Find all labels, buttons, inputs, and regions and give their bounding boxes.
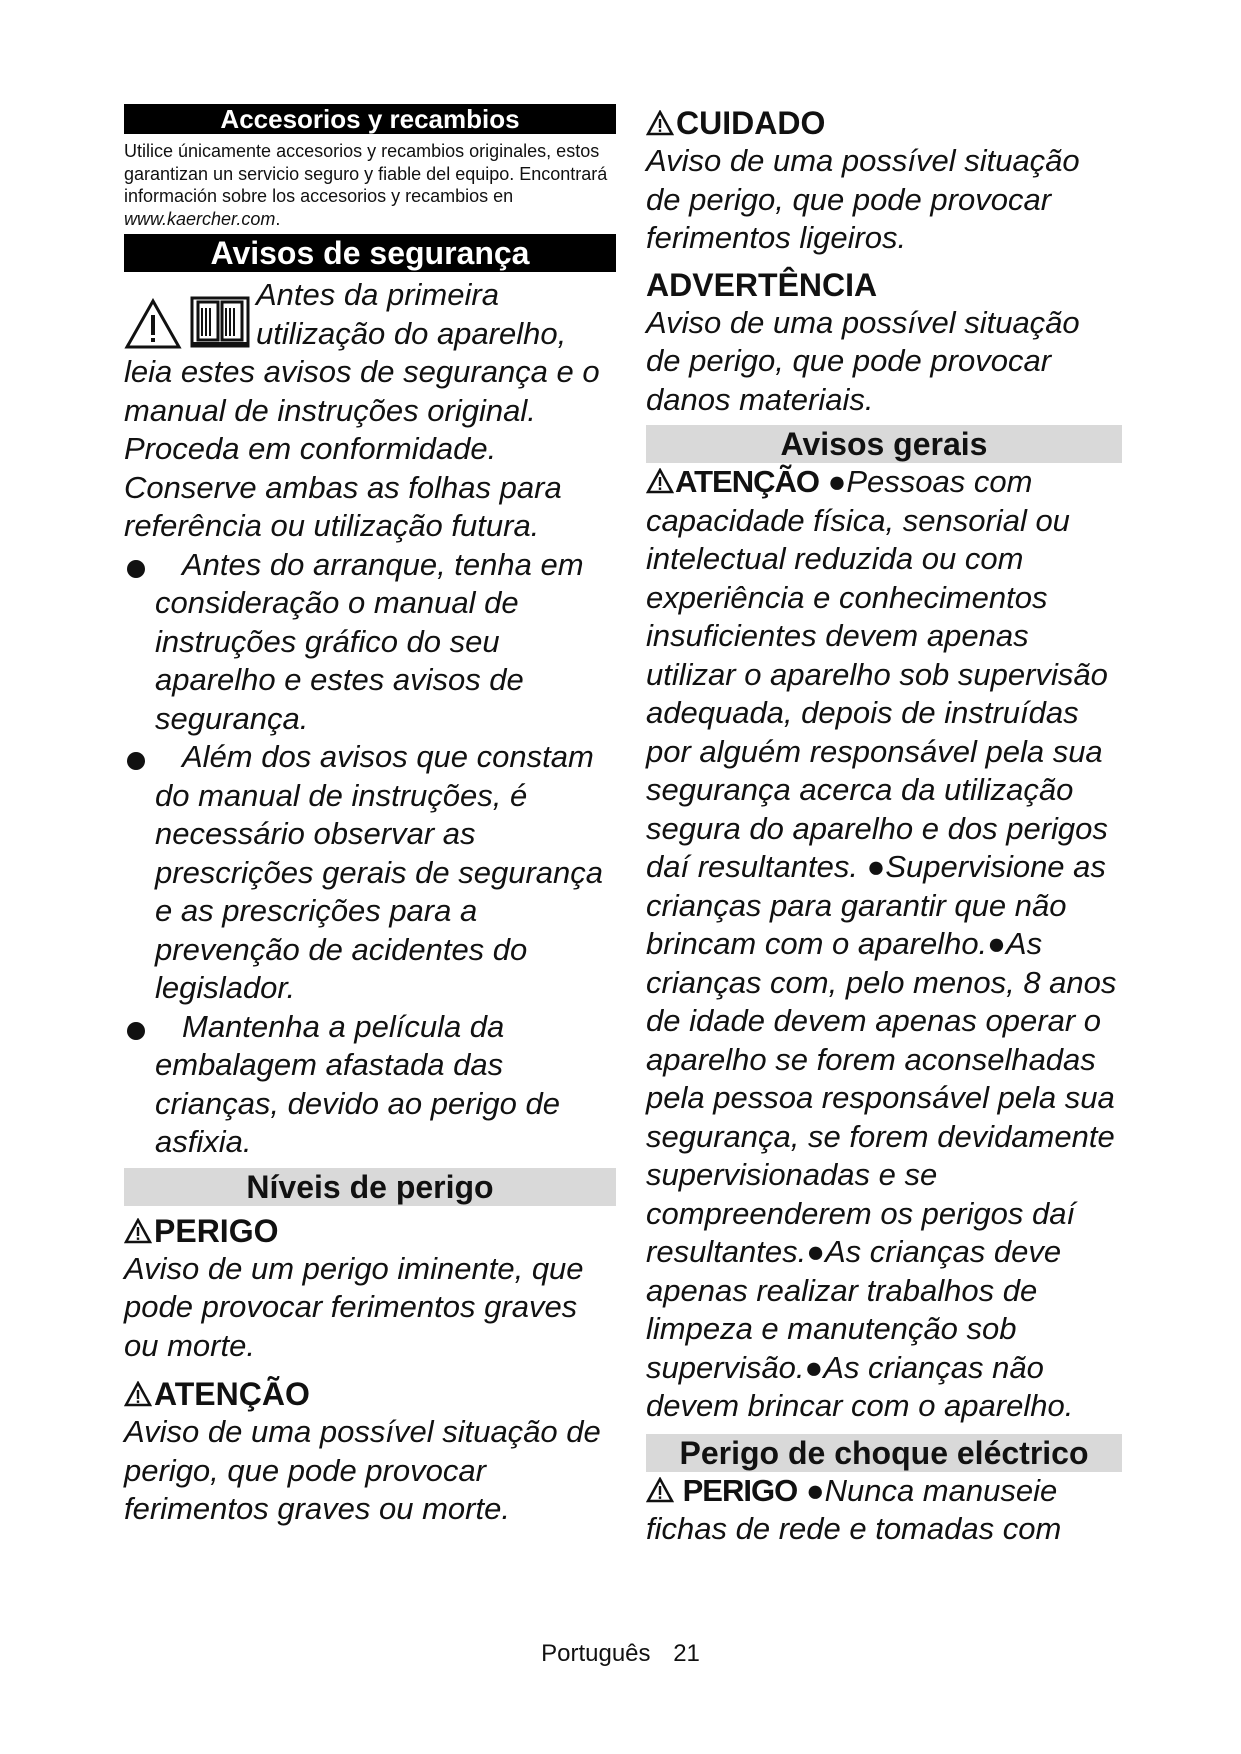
bullet-icon: ● (987, 926, 1006, 961)
bullet-icon: ● (827, 464, 847, 499)
bullet-icon (127, 752, 145, 770)
cuidado-label: CUIDADO (646, 104, 1122, 142)
warning-triangle-icon (646, 110, 674, 136)
safety-keep-text: Conserve ambas as folhas para referência ou utilização futura. (124, 469, 562, 543)
safety-intro-text: Antes da primeira utilização do aparelho, leia estes avisos de segurança e o manual de instruções original. Proceda em conformidade. (124, 277, 600, 466)
atencao-label: ATENÇÃO (124, 1375, 616, 1413)
accessories-heading: Accesorios y recambios (124, 104, 616, 134)
general-warnings-text: ATENÇÃO ●Pessoas com capacidade física, sensorial ou intelectual reduzida ou com experiência e conhecimentos insuficientes devem apenas utilizar o aparelho sob supervisão adequada, depois de instruídas por alguém responsável pela sua segurança acerca da utilização segura do aparelho e dos perigos daí resultantes. ●Supervisione as crianças para garantir que não brincam com o aparelho.●As crianças com, pelo menos, 8 anos de idade devem apenas operar o aparelho se forem aconselhadas pela pessoa responsável pela sua segurança, se forem devidamente supervisionadas e se compreenderem os perigos daí resultantes.●As crianças deve apenas realizar trabalhos de limpeza e manutenção sob supervisão.●As crianças não devem brincar com o aparelho. (646, 464, 1117, 1423)
manual-book-icon (190, 294, 250, 350)
warning-triangle-icon (124, 298, 182, 350)
bullet-icon (127, 560, 145, 578)
warning-triangle-icon (646, 468, 674, 494)
left-column (124, 104, 616, 1529)
electric-shock-text: PERIGO ●Nunca manuseie fichas de rede e tomadas com (646, 1472, 1062, 1546)
electric-shock-heading: Perigo de choque eléctrico (646, 1434, 1122, 1472)
warning-triangle-icon (646, 1477, 674, 1503)
perigo-text: Aviso de um perigo iminente, que pode provocar ferimentos graves ou morte. (124, 1250, 584, 1363)
warning-triangle-icon (124, 1218, 152, 1244)
list-item: Mantenha a película da embalagem afastada das crianças, devido ao perigo de asfixia. (124, 1008, 616, 1162)
right-column (646, 104, 1122, 1549)
intro-icons (124, 282, 250, 350)
advertencia-text: Aviso de uma possível situação de perigo, que pode provocar danos materiais. (646, 304, 1080, 417)
warning-triangle-icon (124, 1381, 152, 1407)
bullet-icon (127, 1022, 145, 1040)
atencao-text: Aviso de uma possível situação de perigo, que pode provocar ferimentos graves ou morte. (124, 1414, 601, 1526)
bullet-icon: ● (806, 1234, 825, 1269)
general-warnings-heading: Avisos gerais (646, 425, 1122, 463)
advertencia-label: ADVERTÊNCIA (646, 266, 878, 303)
danger-levels-heading: Níveis de perigo (124, 1168, 616, 1206)
safety-intro (124, 276, 616, 469)
footer-language: Português (541, 1640, 651, 1667)
accessories-url: www.kaercher.com (124, 208, 276, 229)
list-item: Antes do arranque, tenha em consideração o manual de instruções gráfico do seu aparelho e estes avisos de segurança. (124, 546, 616, 739)
bullet-icon: ● (804, 1349, 824, 1385)
safety-bullet-list (124, 546, 616, 1162)
bullet-icon: ● (866, 849, 886, 884)
page-footer (0, 1640, 1241, 1668)
cuidado-text: Aviso de uma possível situação de perigo, que pode provocar ferimentos ligeiros. (646, 143, 1080, 255)
electric-perigo-label: PERIGO (646, 1473, 797, 1508)
perigo-label: PERIGO (124, 1212, 616, 1250)
bullet-icon: ● (805, 1472, 825, 1508)
safety-heading: Avisos de segurança (124, 234, 616, 272)
accessories-text: Utilice únicamente accesorios y recambios originales, estos garantizan un servicio seguro y fiable del equipo. Encontrará información sobre los accesorios y recambios en www.kaercher.com. (124, 141, 608, 229)
list-item: Além dos avisos que constam do manual de instruções, é necessário observar as prescrições gerais de segurança e as prescrições para a prevenção de acidentes do legislador. (124, 738, 616, 1008)
page-number: 21 (673, 1640, 700, 1667)
general-atencao-label: ATENÇÃO (646, 464, 819, 499)
